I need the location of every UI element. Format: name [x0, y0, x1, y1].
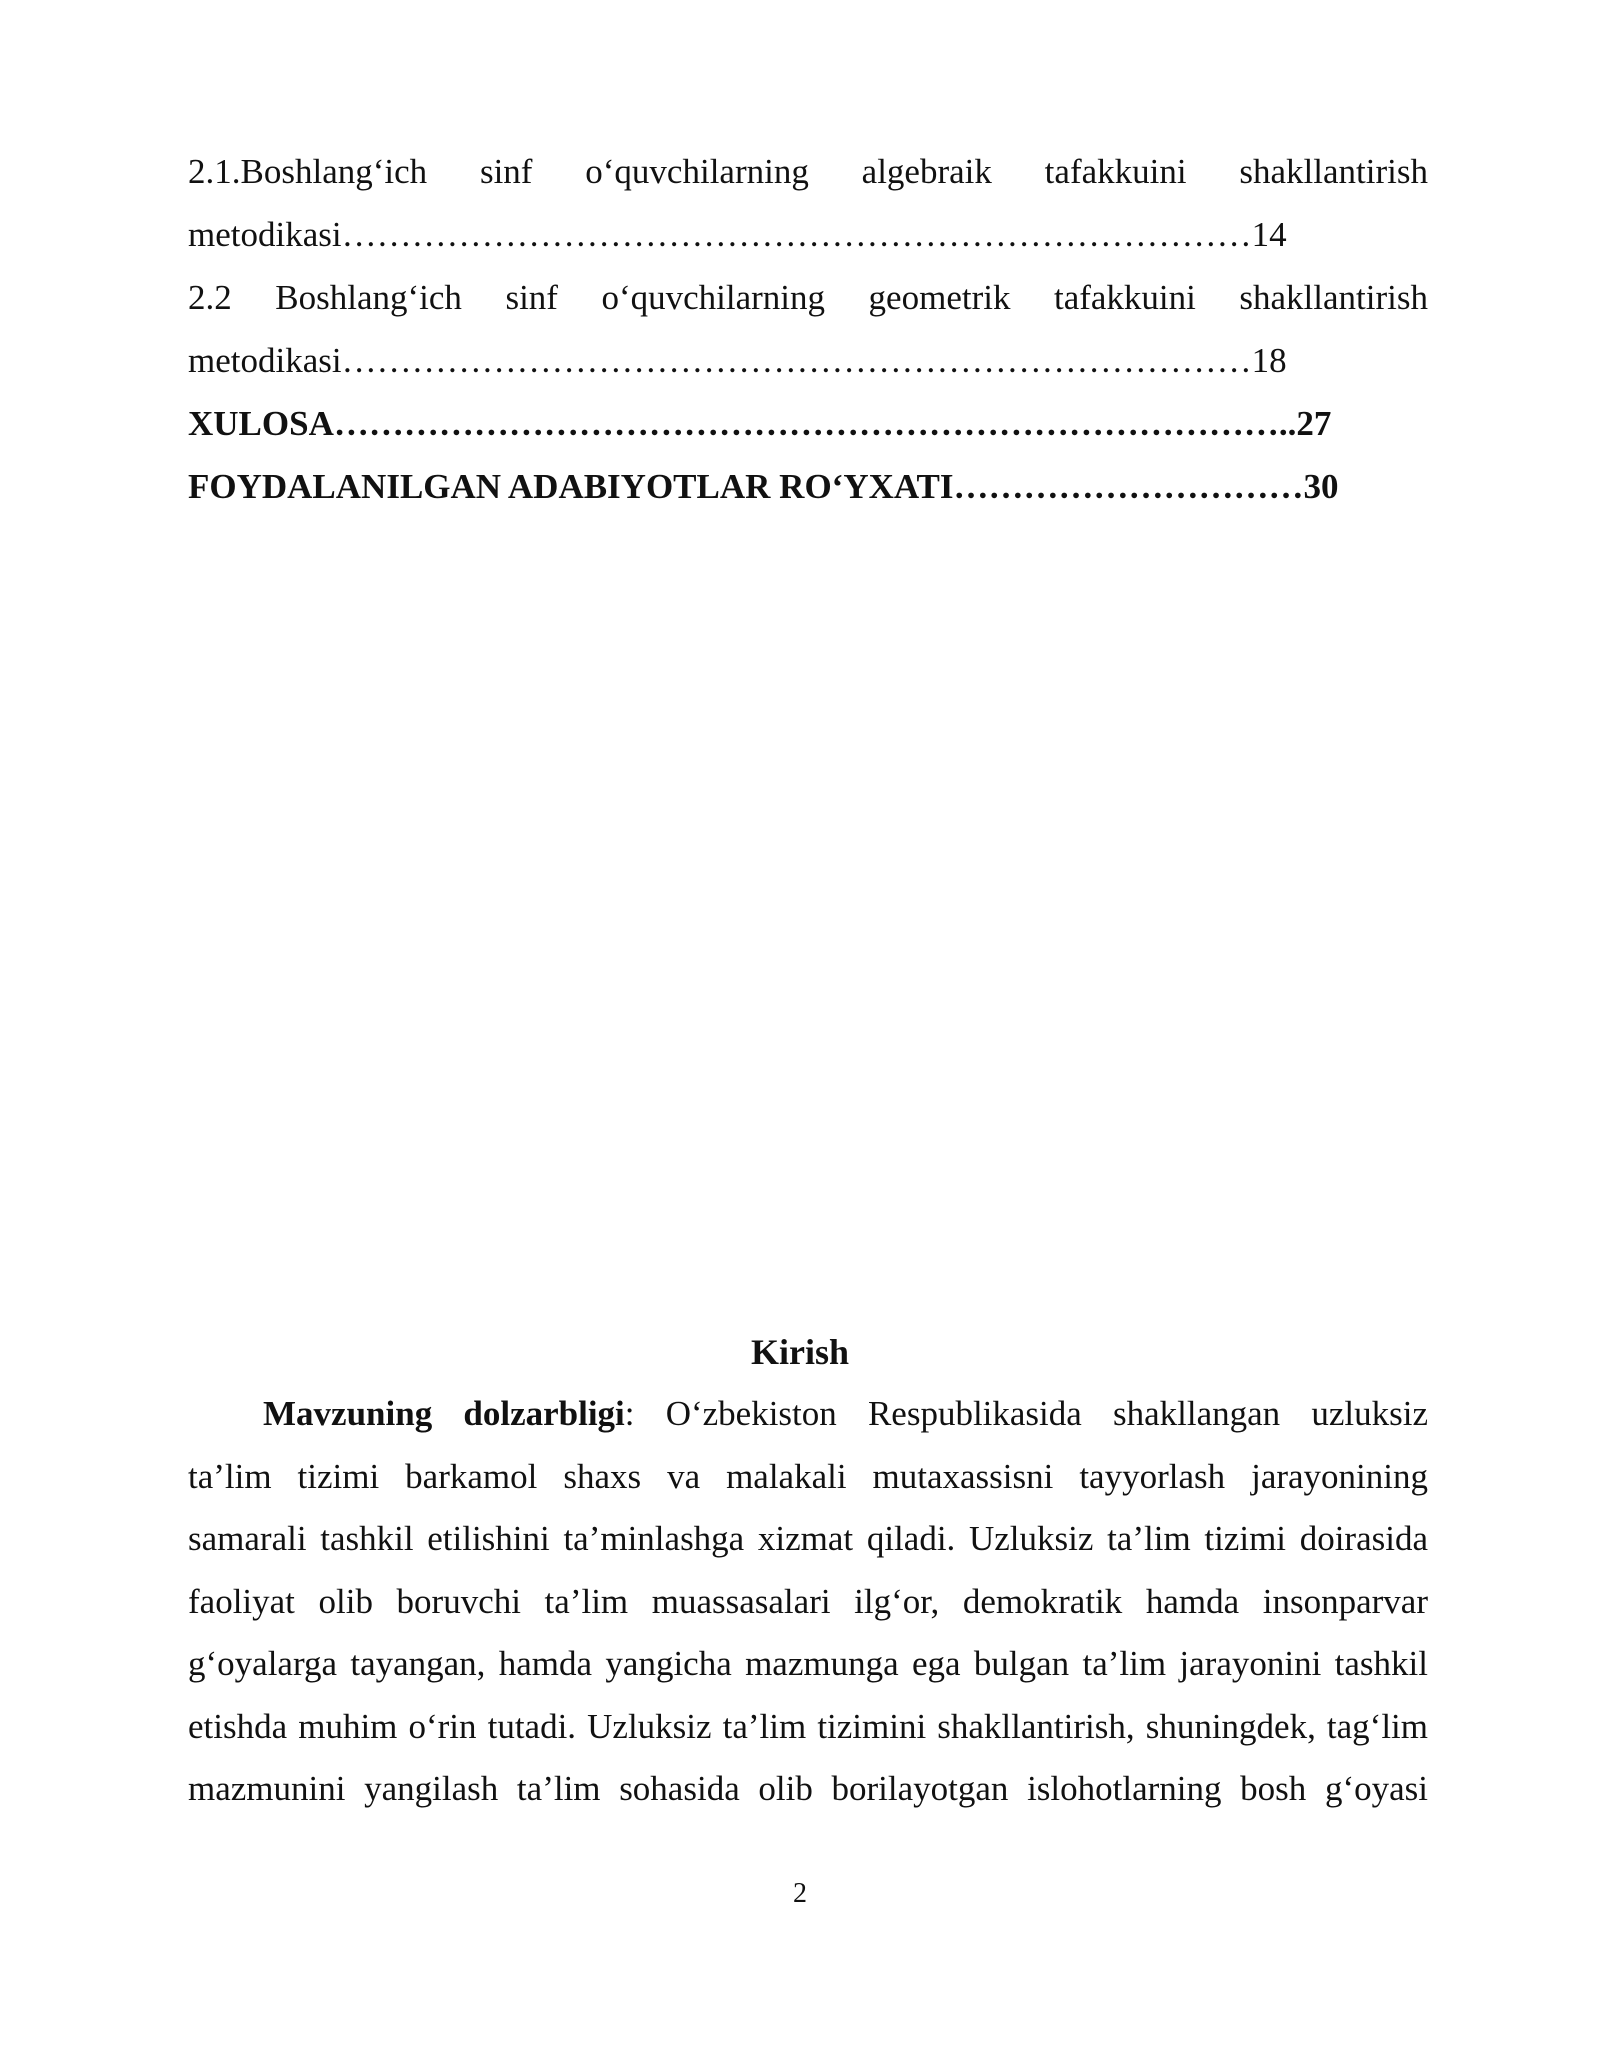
body-line-7: mazmunini yangilash ta’lim sohasida olib borilayotgan islohotlarning bosh g‘oyasi — [188, 1769, 1428, 1808]
body-line-5: g‘oyalarga tayangan, hamda yangicha mazmunga ega bulgan ta’lim jarayonini tashkil — [188, 1644, 1428, 1683]
toc-entry-2-1-title: 2.1.Boshlang‘ich sinf o‘quvchilarning algebraik tafakkuini shakllantirish — [188, 152, 1428, 191]
section-body — [188, 1383, 1428, 1821]
body-line-6: etishda muhim o‘rin tutadi. Uzluksiz ta’lim tizimini shakllantirish, shuningdek, tag‘lim — [188, 1706, 1428, 1746]
toc-entry-xulosa: XULOSA………………………………………………………………………..27 — [188, 404, 1332, 443]
body-line-4: faoliyat olib boruvchi ta’lim muassasalari ilg‘or, demokratik hamda insonparvar — [188, 1581, 1428, 1621]
body-line-2: ta’lim tizimi barkamol shaxs va malakali mutaxassisni tayyorlash jarayonining — [188, 1456, 1428, 1496]
body-line-1 — [188, 1383, 1428, 1446]
toc-entry-2-1-page: metodikasi……………………………………………………………………14 — [188, 215, 1287, 254]
body-line-1-text: : O‘zbekiston Respublikasida shakllangan uzluksiz — [624, 1394, 1428, 1433]
table-of-contents — [188, 140, 1428, 518]
toc-entry-2-2-page: metodikasi……………………………………………………………………18 — [188, 341, 1287, 380]
body-line-3: samarali tashkil etilishini ta’minlashga xizmat qiladi. Uzluksiz ta’lim tizimi doirasida — [188, 1519, 1428, 1558]
page-number: 2 — [793, 1878, 807, 1909]
toc-entry-2-2-title: 2.2 Boshlang‘ich sinf o‘quvchilarning geometrik tafakkuini shakllantirish — [188, 278, 1428, 317]
lead-term: Mavzuning dolzarbligi — [263, 1394, 625, 1433]
toc-entry-adabiyotlar: FOYDALANILGAN ADABIYOTLAR RO‘YXATI…………………………30 — [188, 467, 1339, 506]
section-heading: Kirish — [750, 1332, 849, 1372]
